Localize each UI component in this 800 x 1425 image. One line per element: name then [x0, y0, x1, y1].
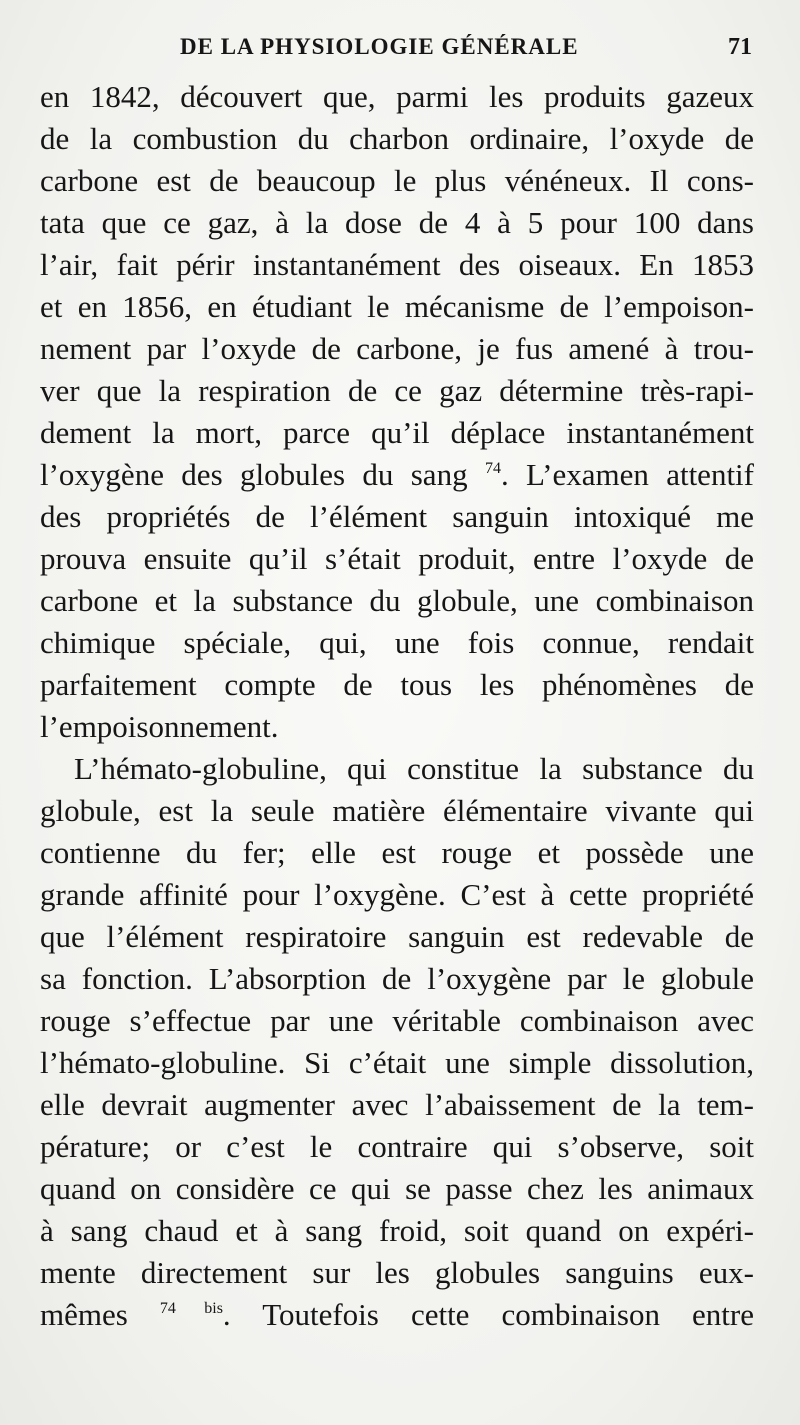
body-text	[40, 76, 754, 1336]
text-line: des propriétés de l’élément sanguin intoxiqué me	[40, 499, 754, 534]
text-segment: l’oxygène des globules du sang	[40, 457, 485, 492]
page-number: 71	[728, 34, 752, 60]
text-line: globule, est la seule matière élémentaire vivante qui	[40, 793, 754, 828]
text-line: dement la mort, parce qu’il déplace instantanément	[40, 415, 754, 450]
text-line: que l’élément respiratoire sanguin est redevable de	[40, 919, 754, 954]
text-line: grande affinité pour l’oxygène. C’est à cette propriété	[40, 877, 754, 912]
text-line: parfaitement compte de tous les phénomènes de	[40, 667, 754, 702]
text-line: à sang chaud et à sang froid, soit quand on expéri-	[40, 1213, 754, 1248]
running-head: DE LA PHYSIOLOGIE GÉNÉRALE	[180, 34, 579, 59]
text-line: et en 1856, en étudiant le mécanisme de l’empoison-	[40, 289, 754, 324]
text-line: chimique spéciale, qui, une fois connue, rendait	[40, 625, 754, 660]
text-line: de la combustion du charbon ordinaire, l’oxyde de	[40, 121, 754, 156]
note-reference: 74 bis	[159, 1300, 223, 1317]
text-line: en 1842, découvert que, parmi les produits gazeux	[40, 79, 754, 114]
text-line: tata que ce gaz, à la dose de 4 à 5 pour 100 dans	[40, 205, 754, 240]
note-reference: 74	[484, 460, 501, 477]
text-line: sa fonction. L’absorption de l’oxygène par le globule	[40, 961, 754, 996]
text-line: elle devrait augmenter avec l’abaissement de la tem-	[40, 1087, 754, 1122]
text-line: rouge s’effectue par une véritable combinaison avec	[40, 1003, 754, 1038]
text-line: prouva ensuite qu’il s’était produit, entre l’oxyde de	[40, 541, 754, 576]
text-line: ver que la respiration de ce gaz détermine très-rapi-	[40, 373, 754, 408]
text-line: L’hémato-globuline, qui constitue la substance du	[74, 751, 754, 786]
text-line: nement par l’oxyde de carbone, je fus amené à trou-	[40, 331, 754, 366]
text-line: contienne du fer; elle est rouge et possède une	[40, 835, 754, 870]
page-header	[40, 34, 752, 70]
text-line: carbone est de beaucoup le plus vénéneux. Il cons-	[40, 163, 754, 198]
text-segment: . Toutefois cette combinaison entre	[222, 1297, 754, 1332]
text-segment: mêmes	[40, 1297, 160, 1332]
text-line: pérature; or c’est le contraire qui s’observe, soit	[40, 1129, 754, 1164]
paragraph-2	[40, 748, 754, 1336]
text-line: mente directement sur les globules sanguins eux-	[40, 1255, 754, 1290]
paragraph-1	[40, 76, 754, 748]
text-line: quand on considère ce qui se passe chez les animaux	[40, 1171, 754, 1206]
text-line: carbone et la substance du globule, une combinaison	[40, 583, 754, 618]
text-line: l’empoisonnement.	[40, 709, 279, 744]
text-line-with-note	[40, 1294, 754, 1336]
text-line: l’air, fait périr instantanément des oiseaux. En 1853	[40, 247, 754, 282]
text-line: l’hémato-globuline. Si c’était une simple dissolution,	[40, 1045, 754, 1080]
text-line-with-note	[40, 454, 754, 496]
text-segment: . L’examen attentif	[500, 457, 754, 492]
